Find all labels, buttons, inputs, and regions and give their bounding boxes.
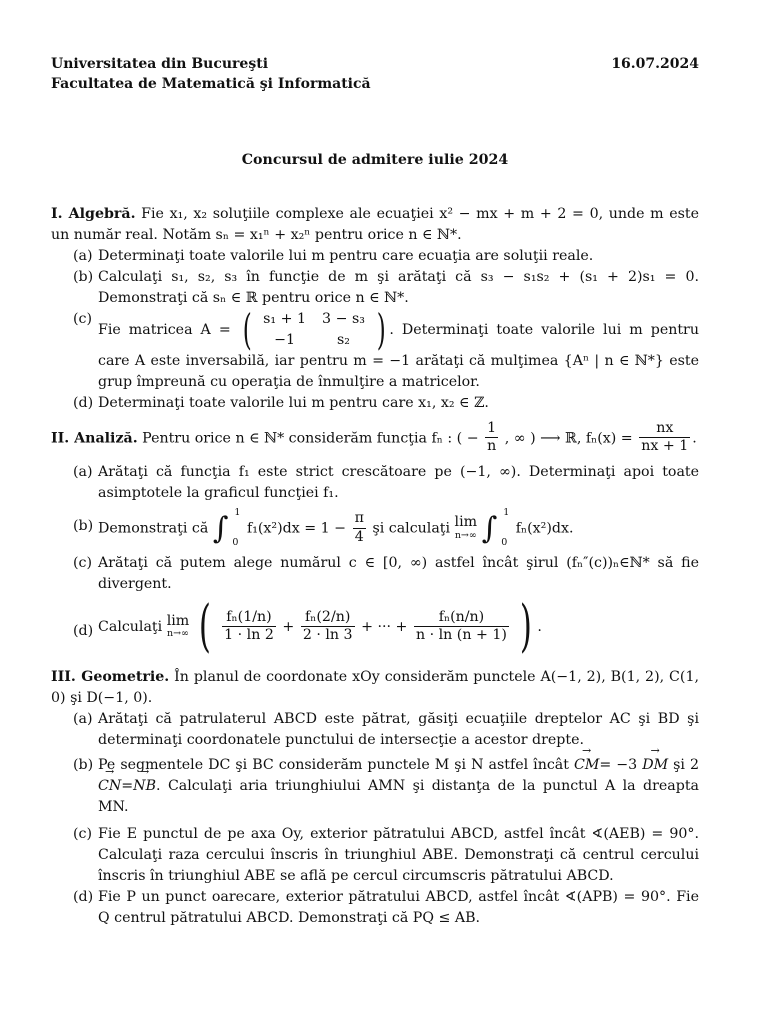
item-label: (a) [73,464,93,481]
university-name: Universitatea din Bucureşti [51,56,269,72]
problem-item [51,553,699,595]
section-geometry [51,667,699,929]
right-paren: ) [520,593,533,659]
problem-item [51,709,699,751]
denominator: n [487,438,497,455]
limit [455,515,478,541]
problem-item [51,824,699,887]
matrix-cell: s₁ + 1 [263,311,307,328]
numerator: 1 [485,420,498,439]
item-label: (a) [73,710,93,727]
item-text: Calculaţi s₁, s₂, s₃ în funcţie de m şi arătaţi că s₃ − s₁s₂ + (s₁ + 2)s₁ = 0. Demonstraţi că sₙ ∈ ℝ pentru orice n ∈ ℕ*. [98,268,699,306]
ellipsis: + ··· + [361,618,408,635]
numerator: nx [639,420,690,439]
matrix-left-paren: ( [242,304,252,354]
integrand: f₁(x²)dx = 1 − [246,520,347,537]
item-label: (d) [73,622,94,639]
sum-term [222,609,276,646]
integral-sign: ∫ 1 0 [481,506,510,549]
limit-word: lim [166,612,190,629]
vector: → CM [574,755,599,776]
item-text: . Calculaţi aria triunghiului AMN şi distanţa de la punctul A la dreapta MN. [98,777,699,815]
denominator: n · ln (n + 1) [415,627,507,644]
numerator: fₙ(1/n) [222,609,276,628]
vector: → CN [98,776,121,797]
limit-sub: n→∞ [166,628,189,640]
problem-item [51,751,699,818]
matrix-cell: s₂ [337,331,350,348]
item-text: Calculaţi [98,618,163,635]
problem-item [51,246,699,267]
problem-item [51,267,699,309]
numerator: fₙ(n/n) [414,609,509,628]
matrix-right-paren: ) [376,304,386,354]
vector: → DM [642,755,668,776]
item-label: (c) [73,310,93,327]
matrix-a [255,309,373,350]
item-text: Determinaţi toate valorile lui m pentru care x₁, x₂ ∈ ℤ. [98,394,489,411]
limit-sub: n→∞ [454,530,477,542]
section-algebra [51,204,699,414]
equation-part: = −3 [599,756,638,773]
item-label: (a) [73,247,93,264]
vector: → NB [133,776,156,797]
integral-lower: 0 [232,537,239,549]
integral-upper: 1 [503,506,510,518]
section-label: III. Geometrie. [51,668,170,685]
equation-part: şi 2 [673,756,699,773]
exam-date: 16.07.2024 [611,56,699,72]
problem-item: (d) Calculaţi lim n→∞ ( $\frac{\text{fₙ(1/n)}}{1 \cdot \ln 2}$ + $\frac{\text{fₙ(2/n)}}{2 \cdot \ln 3}$ + ··· + $\frac{\text{fₙ(n/n)}}{n \cdot \ln (n + 1)}$ ) . [73,593,542,659]
numerator: fₙ(2/n) [301,609,355,628]
section-intro: În planul de coordonate xOy considerăm punctele A(−1, 2), B(1, 2), C(1, 0) şi D(−1, 0). [51,668,699,706]
denominator: 1 · ln 2 [224,627,274,644]
item-label: (c) [73,825,93,842]
integral-lower: 0 [501,537,508,549]
problem-item [51,887,699,929]
item-text: Arătaţi că putem alege numărul c ∈ [0, ∞) astfel încât şirul (fₙ″(c))ₙ∈ℕ* să fie divergent. [98,554,699,592]
integral-upper: 1 [234,506,241,518]
page-header [51,54,699,95]
item-label: (b) [73,268,94,285]
integrand: fₙ(x²)dx. [515,520,574,537]
problem-item [51,504,699,553]
institution-block [51,54,371,95]
item-text: Arătaţi că funcţia f₁ este strict crescătoare pe (−1, ∞). Determinaţi apoi toate asimptotele la graficul funcţiei f₁. [98,464,699,502]
fraction [353,510,366,547]
item-text: şi calculaţi [372,520,451,537]
matrix-cell: −1 [274,331,296,348]
faculty-name: Facultatea de Matematică şi Informatică [51,76,371,93]
section-label: II. Analiză. [51,429,138,446]
problem-item [51,393,699,414]
fraction [639,420,690,457]
left-paren: ( [198,593,211,659]
numerator: π [353,510,366,529]
denominator: nx + 1 [641,438,689,455]
item-label: (d) [73,394,94,411]
exam-page [51,54,699,929]
exam-title: Concursul de admitere iulie 2024 [241,151,509,168]
item-label: (d) [73,888,94,905]
item-label: (b) [73,756,94,773]
section-label: I. Algebră. [51,205,136,222]
fraction [485,420,498,457]
problem-item [51,304,699,393]
item-text: Arătaţi că patrulaterul ABCD este pătrat, găsiţi ecuaţiile dreptelor AC şi BD şi determinaţi coordonatele punctului de intersecţie a acestor drepte. [98,710,699,748]
matrix-cell: 3 − s₃ [322,311,365,328]
section-intro: Pentru orice n ∈ ℕ* considerăm funcţia fₙ : ( − [142,429,479,446]
equation-part: = [121,777,134,794]
denominator: 2 · ln 3 [302,627,353,644]
sum-term [301,609,355,646]
problem-item [51,462,699,504]
item-label: (b) [73,518,94,535]
item-label: (c) [73,554,93,571]
integral-sign: ∫ 1 0 [212,506,241,549]
denominator: 4 [354,529,364,546]
section-intro: Fie x₁, x₂ soluţiile complexe ale ecuaţiei x² − mx + m + 2 = 0, unde m este un număr real. Notăm sₙ = x₁ⁿ + x₂ⁿ pentru orice n ∈ ℕ*. [51,205,699,243]
item-text: Pe segmentele DC şi BC considerăm punctele M şi N astfel încât [98,756,569,773]
item-text: Fie E punctul de pe axa Oy, exterior pătratului ABCD, astfel încât ∢(AEB) = 90°. Calculaţi raza cercului înscris în triunghiul ABE. Demonstraţi că centrul cercului înscris în triunghiul ABE se află pe cercul circumscris pătratului ABCD. [98,825,699,884]
item-text: Fie P un punct oarecare, exterior pătratului ABCD, astfel încât ∢(APB) = 90°. Fie Q centrul pătratului ABCD. Demonstraţi că PQ ≤ AB. [98,888,699,926]
item-text: Fie matricea A = [98,321,231,338]
item-text: . Determinaţi toate valorile lui m pentru care A este inversabilă, iar pentru m = −1 arătaţi că mulţimea {Aⁿ | n ∈ ℕ*} este grup împreună cu operaţia de înmulţire a matricelor. [98,321,699,390]
sum-term [414,609,509,646]
item-text: Demonstraţi că [98,520,209,537]
limit-word: lim [454,514,478,531]
item-text: Determinaţi toate valorile lui m pentru care ecuaţia are soluţii reale. [98,247,594,264]
limit [167,614,190,640]
section-intro-mid: , ∞ ) ⟶ ℝ, fₙ(x) = [504,429,633,446]
section-analysis: II. Analiză. Pentru orice n ∈ ℕ* considerăm funcţia fₙ : ( − $\frac{1}{n}$ , ∞ ) ⟶ ℝ, fₙ(x) = $\frac{nx}{nx + 1}$ . (a) Arătaţi că funcţia f₁ este strict crescătoare pe (−1, ∞). Determinaţi apoi toate asimptotele la graficul funcţiei f₁. (b) Demonstraţi că ∫ 1 0 f₁(x²)dx = 1 − $\frac{\pi}{4}$ şi calculaţi lim n→∞ ∫ 1 0 fₙ(x²)dx. (c) Arătaţi că putem alege numărul c ∈ [0, ∞) astfel încât şirul (fₙ″(c))ₙ∈ℕ* să fie divergent. (d) Calculaţi lim n→∞ ( $\frac{\text{fₙ(1/n)}}{1 \cdot \ln 2}$ + $\frac{\text{fₙ(2/n)}}{2 \cdot \ln 3}$ + ··· + $\frac{\text{fₙ(n/n)}}{n \cdot \ln (n + 1)}$ ) . [51,419,699,659]
